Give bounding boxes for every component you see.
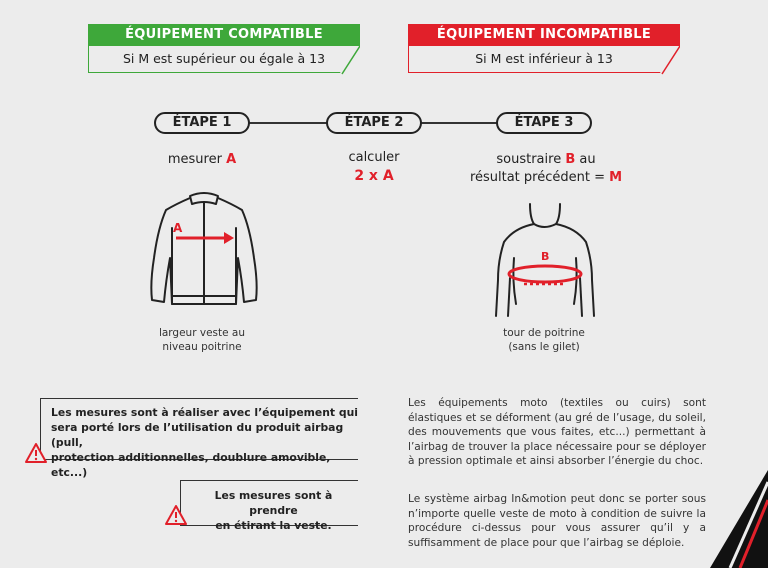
warning-2-line-1: Les mesures sont à prendre: [214, 489, 333, 517]
jacket-caption-line-1: largeur veste au: [158, 327, 246, 339]
step-3-text: [448, 151, 644, 187]
step-1-text: [140, 151, 264, 169]
warning-1-line-2: sera porté lors de l’utilisation du produit airbag (pull,: [51, 421, 344, 449]
paragraph-compatibility: Le système airbag In&motion peut donc se porter sous n’importe quelle veste de moto à condition de suivre la procédure ci-dessus pour vous assurer qu’il y a suffisamment de place pour que l’airbag se déploie.: [408, 493, 706, 549]
jacket-caption: [130, 326, 274, 354]
step-3-pill: ÉTAPE 3: [496, 112, 592, 134]
step-3-verb-end: au: [579, 152, 596, 167]
incompatible-condition: Si M est inférieur à 13: [408, 46, 680, 73]
warning-2-line-2: en étirant la veste.: [215, 519, 332, 532]
compatible-condition: Si M est supérieur ou égale à 13: [88, 46, 360, 73]
step-2-pill: ÉTAPE 2: [326, 112, 422, 134]
chest-caption: [472, 326, 616, 354]
step-3-accent-m: M: [609, 170, 623, 185]
jacket-illustration: [140, 188, 270, 312]
step-1-pill: ÉTAPE 1: [154, 112, 250, 134]
step-2-verb: calculer: [348, 150, 400, 165]
incompatible-box-corner: [408, 46, 680, 76]
compatible-box-corner: [88, 46, 360, 76]
jacket-marker-a: A: [173, 221, 183, 235]
warning-2-icon: [164, 504, 188, 526]
step-3-verb: soustraire: [496, 152, 562, 167]
step-connector-1: [246, 122, 330, 124]
chest-caption-line-1: tour de poitrine: [503, 327, 585, 339]
warning-1-line-3: protection additionnelles, doublure amovible, etc...): [51, 451, 331, 479]
warning-box-2: [180, 480, 358, 532]
warning-1-line-1: Les mesures sont à réaliser avec l’équipement qui: [51, 406, 358, 419]
chest-marker-b: B: [541, 250, 550, 263]
jacket-caption-line-2: niveau poitrine: [162, 341, 242, 353]
step-1-accent: A: [226, 152, 237, 167]
compatible-title: ÉQUIPEMENT COMPATIBLE: [88, 24, 360, 46]
chest-caption-line-2: (sans le gilet): [508, 341, 580, 353]
incompatible-title: ÉQUIPEMENT INCOMPATIBLE: [408, 24, 680, 46]
step-3-result: résultat précédent =: [469, 170, 605, 185]
step-1-verb: mesurer: [167, 152, 222, 167]
warning-box-1: [40, 398, 358, 479]
step-3-accent-b: B: [565, 152, 576, 167]
step-2-text: [318, 149, 430, 185]
corner-stripes-decoration: [700, 470, 768, 568]
warning-1-icon: [24, 442, 48, 464]
chest-illustration: [490, 200, 600, 320]
step-connector-2: [418, 122, 502, 124]
step-2-accent: 2 x A: [354, 168, 394, 184]
paragraph-elasticity: Les équipements moto (textiles ou cuirs) sont élastiques et se déforment (au gré de l’usage, du soleil, des mouvements que vous faites, etc...) permettant à l’airbag de trouver la place nécessaire pour se déployer à pression optimale et ainsi absorber l’énergie du choc.: [408, 397, 706, 467]
